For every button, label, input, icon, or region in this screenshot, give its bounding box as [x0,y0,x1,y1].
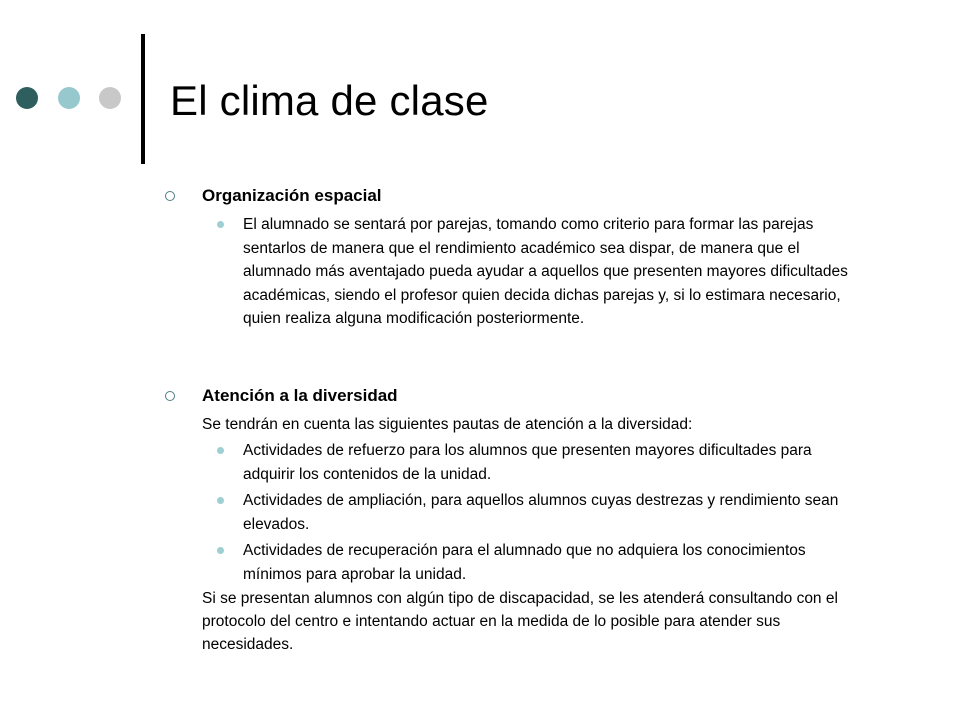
ring-bullet-icon [165,191,175,201]
section-outro: Si se presentan alumnos con algún tipo de discapacidad, se les atenderá consultando con el protocolo del centro e intentando actuar en la medida de lo posible para atender sus necesidades. [202,590,838,653]
list-item [243,213,863,331]
section-heading: Atención a la diversidad [202,386,398,405]
dot-bullet-icon [217,547,224,554]
decorative-dot-teal [58,87,80,109]
decorative-dot-dark [16,87,38,109]
list-item-text: El alumnado se sentará por parejas, tomando como criterio para formar las parejas sentarlos de manera que el rendimiento académico sea dispar, de manera que el alumnado más aventajado pueda ayudar a aquellos que presenten mayores dificultades académicas, siendo el profesor quien decida dichas parejas y, si lo estimara necesario, quien realiza alguna modificación posteriormente. [243,216,848,327]
list-item [243,439,863,486]
dot-bullet-icon [217,497,224,504]
section-heading: Organización espacial [202,186,382,205]
list-item [243,489,863,536]
title-divider [141,34,145,164]
list-item [243,539,863,586]
list-item-text: Actividades de ampliación, para aquellos alumnos cuyas destrezas y rendimiento sean elevados. [243,492,839,533]
bullet-list [243,439,863,589]
slide-title: El clima de clase [170,77,489,124]
section-intro: Se tendrán en cuenta las siguientes pautas de atención a la diversidad: [202,416,693,433]
ring-bullet-icon [165,391,175,401]
list-item-text: Actividades de recuperación para el alumnado que no adquiera los conocimientos mínimos para aprobar la unidad. [243,542,806,583]
list-item-text: Actividades de refuerzo para los alumnos que presenten mayores dificultades para adquirir los contenidos de la unidad. [243,442,812,483]
dot-bullet-icon [217,447,224,454]
bullet-list [243,213,863,331]
dot-bullet-icon [217,221,224,228]
decorative-dot-grey [99,87,121,109]
